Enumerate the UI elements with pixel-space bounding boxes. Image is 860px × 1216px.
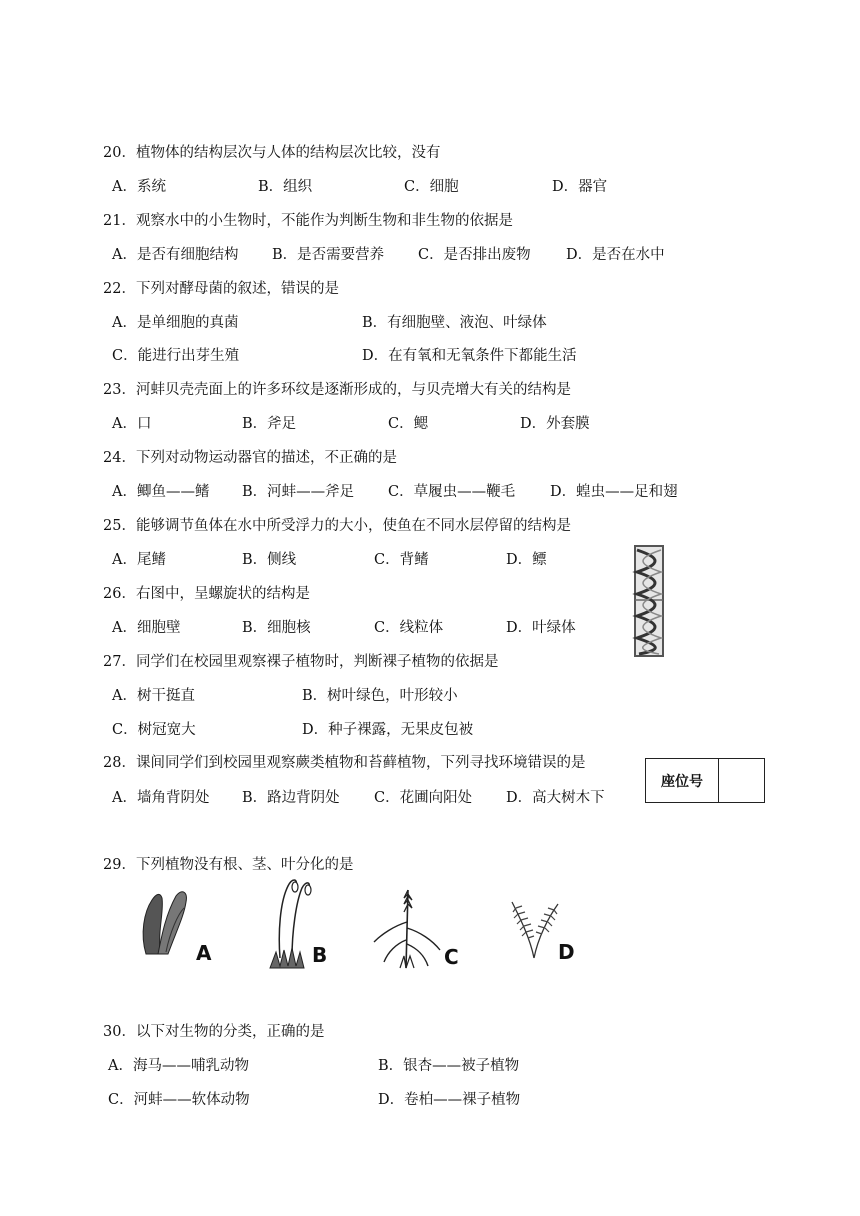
q26-option-d: D．叶绿体 bbox=[506, 620, 576, 636]
question-29-stem: 29．下列植物没有根、茎、叶分化的是 bbox=[103, 857, 354, 873]
q27-option-c: C．树冠宽大 bbox=[112, 722, 196, 738]
plant-d-label: D bbox=[558, 940, 575, 964]
q27-option-d: D．种子裸露，无果皮包被 bbox=[302, 722, 474, 738]
seat-number-box bbox=[645, 758, 765, 803]
q21-option-a: A．是否有细胞结构 bbox=[112, 247, 239, 263]
q25-option-a: A．尾鳍 bbox=[112, 552, 166, 568]
q22-option-c: C．能进行出芽生殖 bbox=[112, 348, 240, 364]
q21-option-c: C．是否排出废物 bbox=[418, 247, 531, 263]
seaweed-plant-icon bbox=[138, 884, 194, 960]
seat-number-field[interactable] bbox=[719, 759, 764, 802]
plant-c-label: C bbox=[444, 945, 459, 969]
fern-plant-icon bbox=[508, 898, 562, 960]
question-23-stem: 23．河蚌贝壳壳面上的许多环纹是逐渐形成的，与贝壳增大有关的结构是 bbox=[103, 382, 571, 398]
q23-option-a: A．口 bbox=[112, 416, 152, 432]
q30-option-b: B．银杏——被子植物 bbox=[378, 1058, 520, 1074]
question-24-stem: 24．下列对动物运动器官的描述，不正确的是 bbox=[103, 450, 397, 466]
q26-option-b: B．细胞核 bbox=[242, 620, 311, 636]
q20-option-d: D．器官 bbox=[552, 179, 608, 195]
q27-option-b: B．树叶绿色，叶形较小 bbox=[302, 688, 458, 704]
q24-option-b: B．河蚌——斧足 bbox=[242, 484, 355, 500]
q25-option-d: D．鳔 bbox=[506, 552, 547, 568]
q22-option-a: A．是单细胞的真菌 bbox=[112, 315, 239, 331]
q30-option-d: D．卷柏——裸子植物 bbox=[378, 1092, 521, 1108]
q21-option-d: D．是否在水中 bbox=[566, 247, 665, 263]
plant-a-label: A bbox=[196, 941, 212, 965]
spirogyra-cell-figure bbox=[631, 544, 667, 658]
q28-option-d: D．高大树木下 bbox=[506, 790, 605, 806]
q25-option-c: C．背鳍 bbox=[374, 552, 429, 568]
q20-option-a: A．系统 bbox=[112, 179, 166, 195]
q22-option-b: B．有细胞壁、液泡、叶绿体 bbox=[362, 315, 547, 331]
q23-option-b: B．斧足 bbox=[242, 416, 297, 432]
question-22-stem: 22．下列对酵母菌的叙述，错误的是 bbox=[103, 281, 339, 297]
q20-option-c: C．细胞 bbox=[404, 179, 459, 195]
plant-b-label: B bbox=[312, 943, 328, 967]
q30-option-a: A．海马——哺乳动物 bbox=[108, 1058, 249, 1074]
q27-option-a: A．树干挺直 bbox=[112, 688, 195, 704]
q28-option-b: B．路边背阴处 bbox=[242, 790, 340, 806]
question-20-stem: 20．植物体的结构层次与人体的结构层次比较，没有 bbox=[103, 145, 441, 161]
question-30-stem: 30．以下对生物的分类，正确的是 bbox=[103, 1024, 325, 1040]
q22-option-d: D．在有氧和无氧条件下都能生活 bbox=[362, 348, 577, 364]
question-27-stem: 27．同学们在校园里观察裸子植物时，判断裸子植物的依据是 bbox=[103, 654, 499, 670]
question-28-stem: 28．课间同学们到校园里观察蕨类植物和苔藓植物，下列寻找环境错误的是 bbox=[103, 755, 586, 771]
moss-plant-icon bbox=[266, 872, 314, 972]
q28-option-c: C．花圃向阳处 bbox=[374, 790, 473, 806]
q28-option-a: A．墙角背阴处 bbox=[112, 790, 210, 806]
q23-option-d: D．外套膜 bbox=[520, 416, 590, 432]
q25-option-b: B．侧线 bbox=[242, 552, 297, 568]
q21-option-b: B．是否需要营养 bbox=[272, 247, 385, 263]
seat-number-label: 座位号 bbox=[646, 759, 719, 802]
q23-option-c: C．鳃 bbox=[388, 416, 429, 432]
q20-option-b: B．组织 bbox=[258, 179, 313, 195]
question-26-stem: 26．右图中，呈螺旋状的结构是 bbox=[103, 586, 310, 602]
q26-option-a: A．细胞壁 bbox=[112, 620, 181, 636]
q30-option-c: C．河蚌——软体动物 bbox=[108, 1092, 250, 1108]
q24-option-a: A．鲫鱼——鳍 bbox=[112, 484, 210, 500]
q24-option-c: C．草履虫——鞭毛 bbox=[388, 484, 516, 500]
question-25-stem: 25．能够调节鱼体在水中所受浮力的大小，使鱼在不同水层停留的结构是 bbox=[103, 518, 571, 534]
question-21-stem: 21．观察水中的小生物时，不能作为判断生物和非生物的依据是 bbox=[103, 213, 513, 229]
q24-option-d: D．蝗虫——足和翅 bbox=[550, 484, 678, 500]
wheat-plant-icon bbox=[370, 882, 444, 970]
q26-option-c: C．线粒体 bbox=[374, 620, 444, 636]
